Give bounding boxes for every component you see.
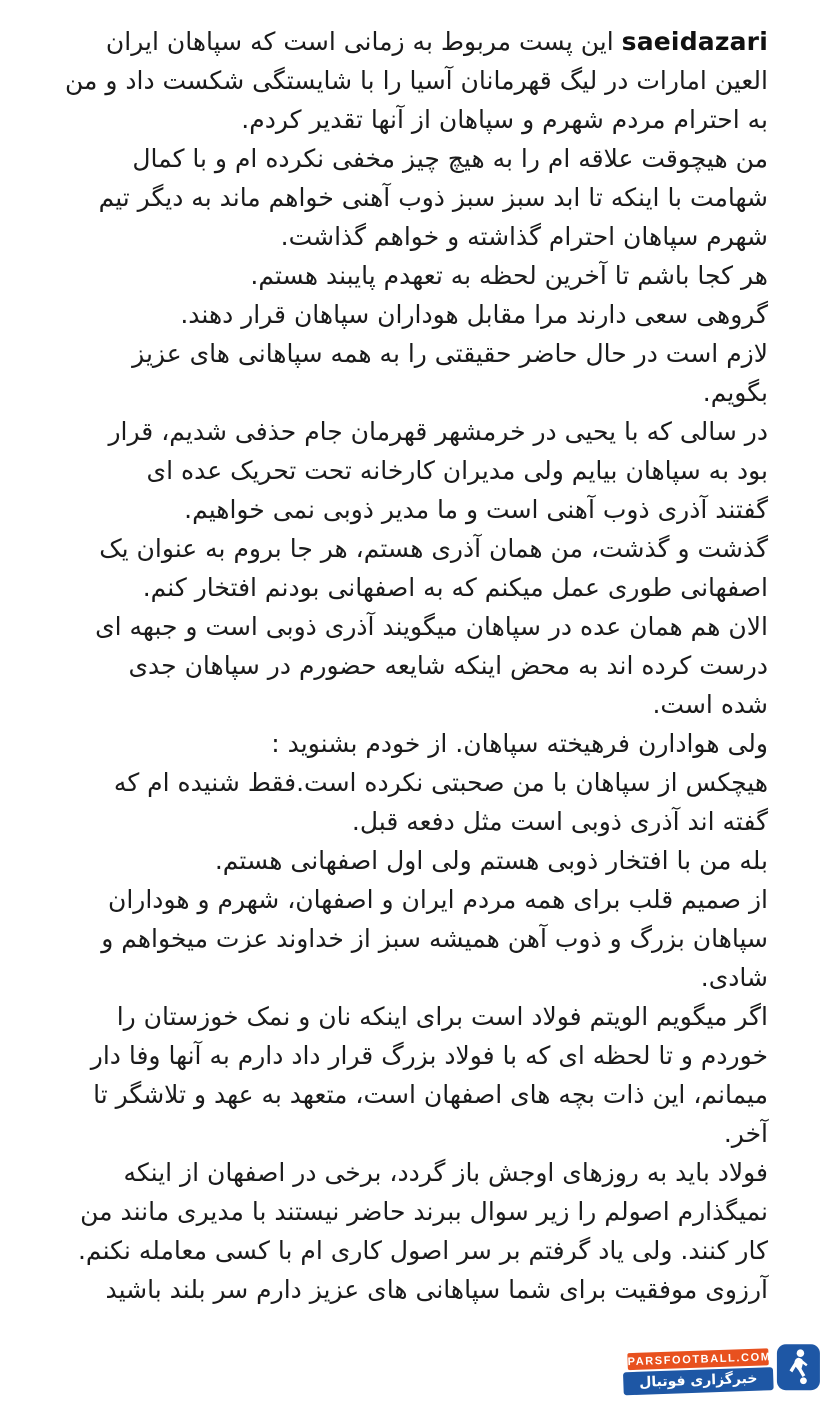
post-line: از صمیم قلب برای همه مردم ایران و اصفهان، شهرم و هوداران [107, 885, 768, 914]
post-line: شادی. [700, 963, 768, 992]
watermark-tagline-bar [623, 1367, 774, 1413]
post-line: در سالی که با یحیی در خرمشهر قهرمان جام حذفی شدیم، قرار [108, 417, 768, 446]
post-line: میمانم، این ذات بچه های اصفهان است، متعهد به عهد و تلاشگر تا [93, 1080, 768, 1109]
post-line: بگویم. [702, 378, 768, 407]
post-line: لازم است در حال حاضر حقیقتی را به همه سپاهانی های عزیز [132, 339, 768, 368]
post-line: اصفهانی طوری عمل میکنم که به اصفهانی بودنم افتخار کنم. [142, 573, 768, 602]
post-username: saeidazari [621, 27, 768, 56]
post-line: هیچکس از سپاهان با من صحبتی نکرده است.فقط شنیده ام که [113, 768, 768, 797]
post-line: شده است. [652, 690, 768, 719]
post-line: فولاد باید به روزهای اوجش باز گردد، برخی در اصفهان از اینکه [123, 1158, 768, 1187]
post-line: خوردم و تا لحظه ای که با فولاد بزرگ قرار داد دارم به آنها وفا دار [90, 1041, 768, 1070]
post-line: آخر. [723, 1119, 768, 1148]
post-line: بله من با افتخار ذوبی هستم ولی اول اصفهانی هستم. [214, 846, 768, 875]
post-line: شهرم سپاهان احترام گذاشته و خواهم گذاشت. [280, 222, 768, 251]
post-line: ولی هوادارن فرهیخته سپاهان. از خودم بشنوید : [271, 729, 768, 758]
watermark-tagline-text: خبرگزاری فوتبال ایران [638, 1370, 758, 1413]
parsfootball-watermark [617, 1342, 821, 1413]
post-line: گفته اند آذری ذوبی است مثل دفعه قبل. [351, 807, 768, 836]
watermark-domain-bar [627, 1348, 772, 1370]
post-line: گذشت و گذشت، من همان آذری هستم، هر جا بروم به عنوان یک [99, 534, 768, 563]
post-line: الان هم همان عده در سپاهان میگویند آذری ذوبی است و جبهه ای [95, 612, 768, 641]
post-line: به احترام مردم شهرم و سپاهان از آنها تقدیر کردم. [241, 105, 768, 134]
post-line: نمیگذارم اصولم را زیر سوال ببرند حاضر نیستند با مدیری مانند من [80, 1197, 768, 1226]
post-line: کار کنند. ولی یاد گرفتم بر سر اصول کاری ام با کسی معامله نکنم. [77, 1236, 768, 1265]
post-line: هر کجا باشم تا آخرین لحظه به تعهدم پایبند هستم. [250, 261, 768, 290]
post-line: بود به سپاهان بیایم ولی مدیران کارخانه تحت تحریک عده ای [146, 456, 768, 485]
post-line: سپاهان بزرگ و ذوب آهن همیشه سبز از خداوند عزت میخواهم و [101, 924, 768, 953]
post-line: من هیچوقت علاقه ام را به هیچ چیز مخفی نکرده ام و با کمال [132, 144, 768, 173]
post-text [36, 22, 768, 1309]
post-line: آرزوی موفقیت برای شما سپاهانی های عزیز دارم سر بلند باشید [105, 1275, 768, 1304]
post-line: العین امارات در لیگ قهرمانان آسیا را با شایستگی شکست داد و من [65, 66, 768, 95]
post-line: شهامت با اینکه تا ابد سبز سبز ذوب آهنی خواهم ماند به دیگر تیم [98, 183, 768, 212]
post-line: گروهی سعی دارند مرا مقابل هوداران سپاهان قرار دهند. [180, 300, 768, 329]
watermark-domain-text: PARSFOOTBALL.COM [627, 1351, 772, 1369]
post-line: اگر میگویم الویتم فولاد است برای اینکه نان و نمک خوزستان را [116, 1002, 768, 1031]
post-line: گفتند آذری ذوب آهنی است و ما مدیر ذوبی نمی خواهیم. [184, 495, 768, 524]
post-line-text: این پست مربوط به زمانی است که سپاهان ایران [105, 27, 614, 56]
footballer-icon [777, 1344, 820, 1390]
post-line: درست کرده اند به محض اینکه شایعه حضورم در سپاهان جدی [128, 651, 768, 680]
post-line [36, 22, 768, 61]
